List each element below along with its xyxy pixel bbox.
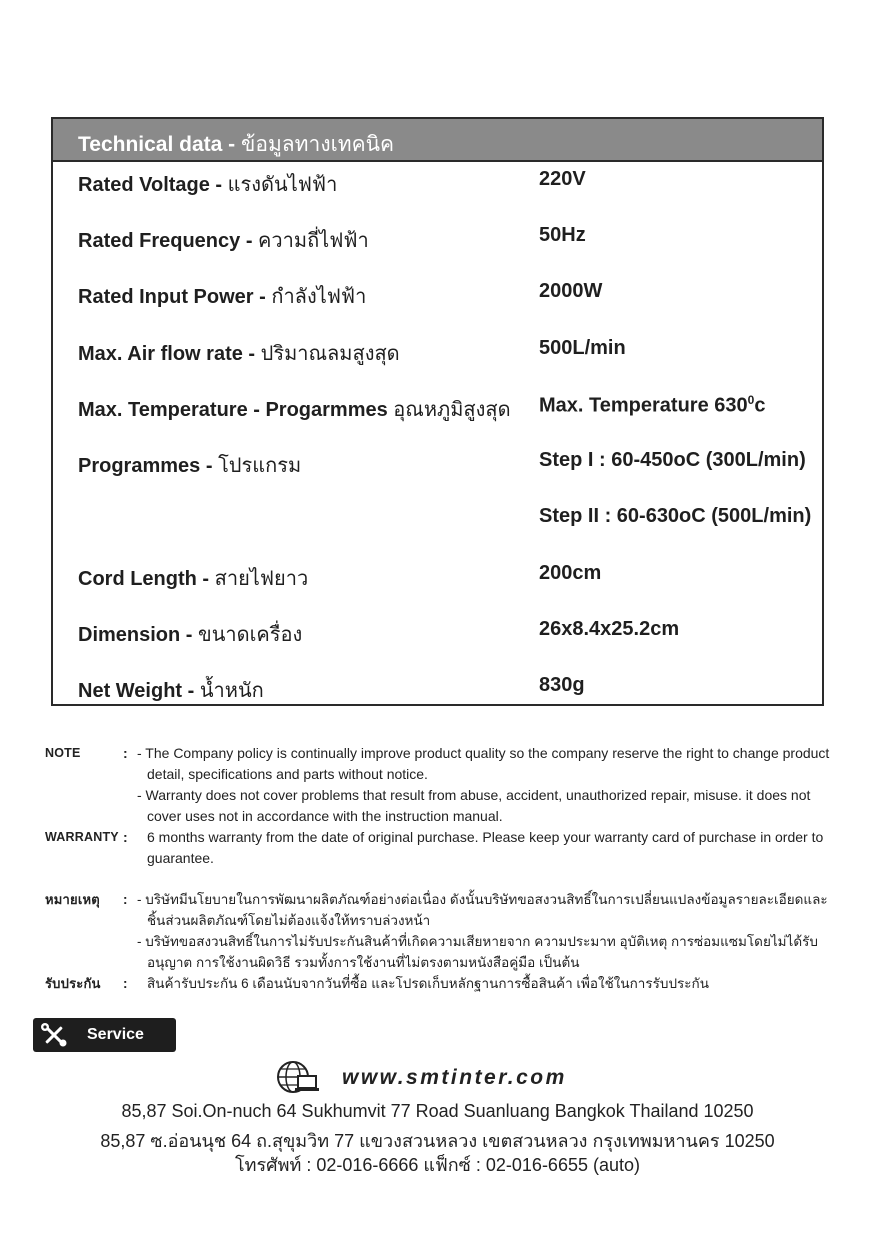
wrench-screwdriver-icon <box>41 1023 67 1047</box>
notes-en <box>45 743 835 869</box>
website-link[interactable]: www.smtinter.com <box>342 1066 567 1089</box>
spec-value: 2000W <box>539 280 603 302</box>
note-line: - Warranty does not cover problems that result from abuse, accident, unauthorized repair, misuse. it does not cover uses not in accordance with the instruction manual. <box>137 787 811 824</box>
spec-label-en: Max. Temperature - Progarmmes <box>78 399 394 421</box>
spec-value-superscript: 0 <box>747 393 755 407</box>
spec-row-frequency <box>53 218 822 258</box>
warranty-block-th <box>45 973 835 994</box>
spec-value: 830g <box>539 674 585 696</box>
spec-value: 50Hz <box>539 224 586 246</box>
spec-row-input-power <box>53 274 822 314</box>
note-colon-th: : <box>123 892 128 907</box>
note-line-th: - บริษัทมีนโยบายในการพัฒนาผลิตภัณฑ์อย่างต่อเนื่อง ดังนั้นบริษัทขอสงวนสิทธิ์ในการเปลี่ยนแปลงข้อมูลรายละเอียดและชิ้นส่วนผลิตภัณฑ์โดยไม่ต้องแจ้งให้ทราบล่วงหน้า <box>137 892 828 928</box>
spec-label-th: น้ำหนัก <box>199 680 264 702</box>
table-header <box>53 119 822 162</box>
spec-label-th: ความถี่ไฟฟ้า <box>258 230 369 252</box>
spec-row-programmes-step2 <box>53 499 822 539</box>
spec-value: Step I : 60-450oC (300L/min) <box>539 449 806 471</box>
spec-label-en: Max. Air flow rate - <box>78 343 261 365</box>
spec-row-air-flow <box>53 331 822 371</box>
technical-data-table <box>51 117 824 706</box>
header-title-en: Technical data - <box>78 133 241 156</box>
notes-th <box>45 889 835 994</box>
note-key: NOTE <box>45 746 81 760</box>
warranty-block <box>45 827 835 869</box>
spec-row-voltage <box>53 162 822 202</box>
warranty-key-th: รับประกัน <box>45 976 101 991</box>
warranty-colon: : <box>123 829 128 845</box>
spec-value: 200cm <box>539 562 602 584</box>
spec-label-en: Cord Length - <box>78 568 215 590</box>
note-key-th: หมายเหตุ <box>45 892 100 907</box>
note-block <box>45 743 835 827</box>
spec-value <box>539 393 765 418</box>
spec-value: Step II : 60-630oC (500L/min) <box>539 505 812 527</box>
address-en: 85,87 Soi.On-nuch 64 Sukhumvit 77 Road Suanluang Bangkok Thailand 10250 <box>121 1101 754 1121</box>
spec-row-net-weight <box>53 668 822 708</box>
service-label: Service <box>87 1026 144 1043</box>
warranty-colon-th: : <box>123 976 128 991</box>
spec-value: 500L/min <box>539 337 626 359</box>
spec-row-dimension <box>53 612 822 652</box>
spec-row-programmes <box>53 443 822 483</box>
spec-label-th: สายไฟยาว <box>214 568 309 590</box>
header-title-th: ข้อมูลทางเทคนิค <box>241 133 395 156</box>
spec-label-en: Rated Frequency - <box>78 230 259 252</box>
spec-label-th: ขนาดเครื่อง <box>198 624 303 646</box>
spec-value: 26x8.4x25.2cm <box>539 618 680 640</box>
warranty-key: WARRANTY <box>45 830 119 844</box>
note-line-th: - บริษัทขอสงวนสิทธิ์ในการไม่รับประกันสินค้าที่เกิดความเสียหายจาก ความประมาท อุบัติเหตุ การซ่อมแซมโดยไม่ได้รับอนุญาต การใช้งานผิดวิธี รวมทั้งการใช้งานที่ไม่ตรงตามหนังสือคู่มือ เป็นต้น <box>137 934 818 970</box>
website-block <box>276 1058 596 1098</box>
note-block-th <box>45 889 835 973</box>
note-line: - The Company policy is continually improve product quality so the company reserve the right to change product detail, specifications and parts without notice. <box>137 745 830 782</box>
address-th: 85,87 ซ.อ่อนนุช 64 ถ.สุขุมวิท 77 แขวงสวนหลวง เขตสวนหลวง กรุงเทพมหานคร 10250 <box>100 1131 775 1151</box>
spec-label-en: Programmes - <box>78 455 219 477</box>
warranty-text: 6 months warranty from the date of original purchase. Please keep your warranty card of purchase in order to guarantee. <box>147 829 824 866</box>
spec-label-th: แรงดันไฟฟ้า <box>227 174 338 196</box>
spec-value-main: Max. Temperature 630 <box>539 394 748 417</box>
globe-laptop-icon <box>276 1060 320 1096</box>
spec-label-th: ปริมาณลมสูงสุด <box>260 343 400 365</box>
note-colon: : <box>123 745 128 761</box>
spec-label-en: Rated Input Power - <box>78 286 272 308</box>
spec-label-en: Dimension - <box>78 624 199 646</box>
spec-value: 220V <box>539 168 586 190</box>
spec-label-en: Net Weight - <box>78 680 200 702</box>
spec-row-cord-length <box>53 556 822 596</box>
contact-phone: โทรศัพท์ : 02-016-6666 แฟ็กซ์ : 02-016-6655 (auto) <box>234 1155 641 1175</box>
spec-label-en: Rated Voltage - <box>78 174 228 196</box>
spec-value-suffix: c <box>754 394 766 417</box>
warranty-text-th: สินค้ารับประกัน 6 เดือนนับจากวันที่ซื้อ และโปรดเก็บหลักฐานการซื้อสินค้า เพื่อใช้ในการรับประกัน <box>147 976 709 991</box>
spec-row-max-temperature <box>53 387 822 427</box>
service-badge <box>33 1018 176 1052</box>
spec-label-th: กำลังไฟฟ้า <box>271 286 367 308</box>
spec-label-th: โปรแกรม <box>218 455 302 477</box>
spec-label-th: อุณหภูมิสูงสุด <box>393 399 511 421</box>
